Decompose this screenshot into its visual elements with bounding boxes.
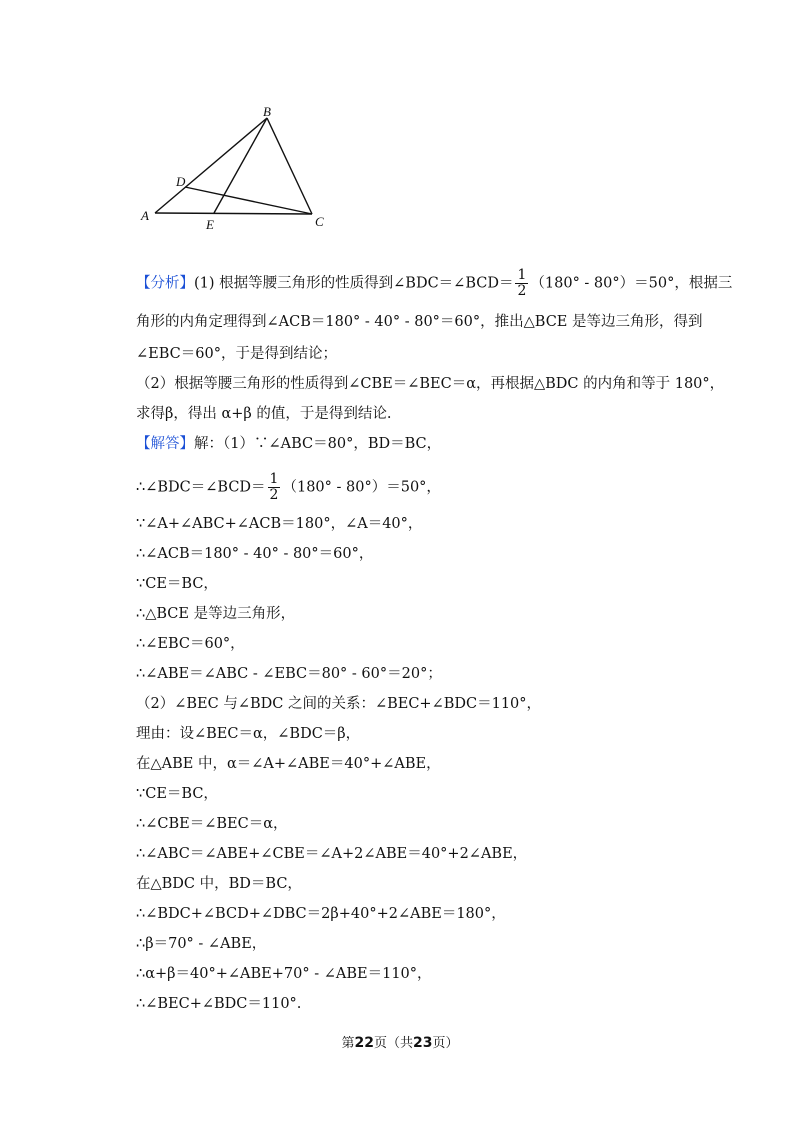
solution-line-13: ∴∠CBE＝∠BEC＝α， <box>136 816 288 832</box>
segment-ac <box>155 213 312 214</box>
solution-line-10: 理由：设∠BEC＝α，∠BDC＝β， <box>136 726 361 742</box>
analysis-line-3: ∠EBC＝60°，于是得到结论； <box>136 346 337 362</box>
solution-line-3: ∵∠A+∠ABC+∠ACB＝180°，∠A＝40°， <box>136 516 423 532</box>
solution-line-15: 在△BDC 中，BD＝BC， <box>136 876 302 892</box>
solution-line-9: （2）∠BEC 与∠BDC 之间的关系：∠BEC+∠BDC＝110°， <box>136 696 542 712</box>
triangle-figure <box>138 100 338 236</box>
solution-line-16: ∴∠BDC+∠BCD+∠DBC＝2β+40°+2∠ABE＝180°， <box>136 906 506 922</box>
solution-line-18: ∴α+β＝40°+∠ABE+70° - ∠ABE＝110°， <box>136 966 432 982</box>
label-a: A <box>141 208 149 223</box>
segment-ab <box>155 118 267 213</box>
page-total: 23 <box>413 1035 433 1051</box>
solution-line-19: ∴∠BEC+∠BDC＝110°. <box>136 996 302 1012</box>
solution-line-12: ∵CE＝BC， <box>136 786 218 802</box>
analysis-line-5: 求得β，得出 α+β 的值，于是得到结论. <box>136 406 392 422</box>
solution-line-7: ∴∠EBC＝60°， <box>136 636 245 652</box>
segment-bc <box>267 118 312 214</box>
label-d: D <box>176 174 186 189</box>
solution-line-8: ∴∠ABE＝∠ABC - ∠EBC＝80° - 60°＝20°； <box>136 666 442 682</box>
solution-line-4: ∴∠ACB＝180° - 40° - 80°＝60°， <box>136 546 374 562</box>
fraction-half: $\frac{1}{2}$ <box>269 471 279 503</box>
fraction-half: $\frac{1}{2}$ <box>517 267 527 299</box>
solution-line-1: 【解答】解：（1）∵∠ABC＝80°，BD＝BC， <box>136 436 442 452</box>
page-number: 22 <box>354 1035 374 1051</box>
analysis-line-4: （2）根据等腰三角形的性质得到∠CBE＝∠BEC＝α，再根据△BDC 的内角和等于 180°， <box>136 376 725 392</box>
analysis-line-2: 角形的内角定理得到∠ACB＝180° - 40° - 80°＝60°，推出△BCE 是等边三角形，得到 <box>136 314 703 330</box>
solution-line-2: ∴∠BDC＝∠BCD＝ $\frac{1}{2}$ （180° - 80°）＝50°， <box>136 471 441 503</box>
analysis-tag: 【分析】 <box>136 275 194 292</box>
analysis-line-1: 【分析】(1) 根据等腰三角形的性质得到∠BDC＝∠BCD＝ $\frac{1}{2}$ （180° - 80°）＝50°，根据三 <box>136 267 733 299</box>
solution-line-17: ∴β＝70° - ∠ABE， <box>136 936 267 952</box>
segment-dc <box>185 187 312 214</box>
label-e: E <box>206 217 214 232</box>
label-b: B <box>263 104 271 119</box>
label-c: C <box>315 214 324 229</box>
solution-line-14: ∴∠ABC＝∠ABE+∠CBE＝∠A+2∠ABE＝40°+2∠ABE， <box>136 846 528 862</box>
solution-line-6: ∴△BCE 是等边三角形， <box>136 606 296 622</box>
page-footer: 第22页（共23页） <box>341 1035 459 1051</box>
solution-tag: 【解答】 <box>136 436 194 452</box>
solution-line-5: ∵CE＝BC， <box>136 576 218 592</box>
solution-line-11: 在△ABE 中，α＝∠A+∠ABE＝40°+∠ABE， <box>136 756 441 772</box>
